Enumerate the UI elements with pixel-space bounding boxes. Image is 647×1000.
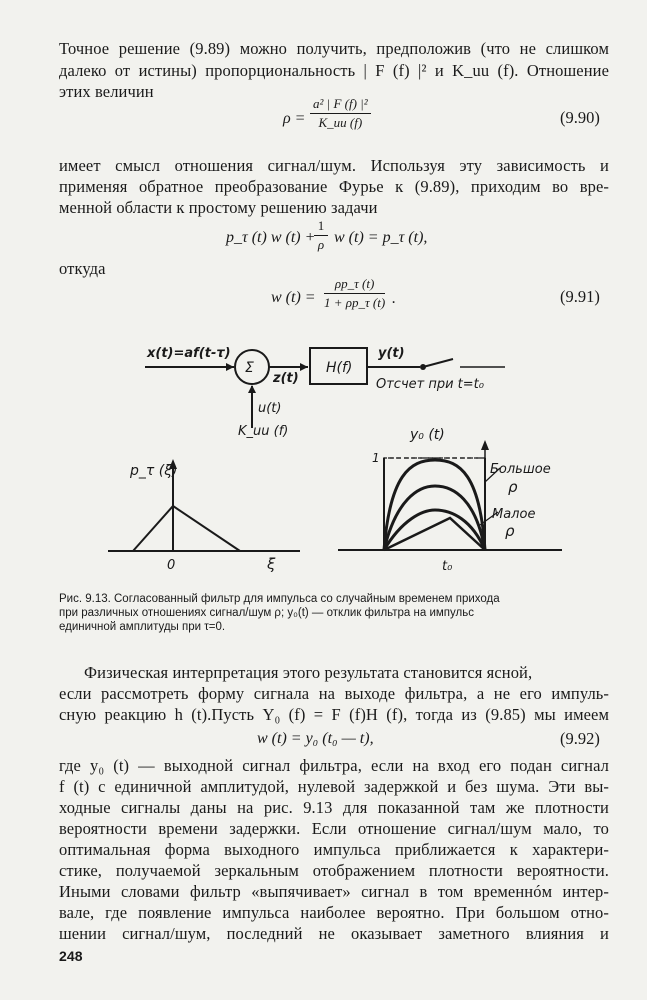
small-snr-rho: ρ xyxy=(505,522,515,540)
one-label: 1 xyxy=(372,451,380,465)
eq-body: w (t) = y₀ (t₀ — t), xyxy=(257,730,374,747)
density-plot xyxy=(100,445,310,575)
eq-denominator: ρ xyxy=(317,237,325,252)
text-line: где y₀ (t) — выходной сигнал фильтра, если на вход его подан сигнал xyxy=(59,756,609,775)
origin-tick: 0 xyxy=(167,558,176,573)
caption-line: Рис. 9.13. Согласованный фильтр для импульса со случайным временем прихода xyxy=(59,593,500,605)
text-line: оптимальная форма выходного импульса приближается к характери- xyxy=(59,840,609,859)
arrow-head-icon xyxy=(481,440,489,450)
arrow-head-icon xyxy=(300,363,308,371)
input-label: x(t)=af(t-τ) xyxy=(147,346,231,361)
big-snr-label: Большое xyxy=(490,462,551,477)
y-label: y(t) xyxy=(378,346,405,361)
eq-lhs: ρ = xyxy=(283,110,306,127)
caption-line: при различных отношениях сигнал/шум ρ; y₀(t) — отклик фильтра на импульс xyxy=(59,607,474,619)
eq-denominator: K_uu (f) xyxy=(318,115,363,130)
sample-label: Отсчет при t=t₀ xyxy=(376,377,484,392)
text-line: вероятности времени задержки. Если отношение сигнал/шум мало, то xyxy=(59,819,609,838)
text-line: Физическая интерпретация этого результата становится ясной, xyxy=(84,663,533,682)
arrow-head-icon xyxy=(226,363,234,371)
text-line: f (t) с единичной амплитудой, нулевой задержкой и без шума. Эти вы- xyxy=(59,777,609,796)
eq-numerator: a² | F (f) |² xyxy=(310,96,371,114)
eq-tag: (9.92) xyxy=(560,729,600,748)
text-otkuda: откуда xyxy=(59,259,106,278)
text-line: менной области к простому решению задачи xyxy=(59,198,378,217)
text-line: имеет смысл отношения сигнал/шум. Используя эту зависимость и xyxy=(59,156,609,175)
text-line: сную реакцию h (t).Пусть Y₀ (f) = F (f)H (f), тогда из (9.85) мы имеем xyxy=(59,705,609,724)
x-label: t₀ xyxy=(442,559,453,574)
eq-numerator: 1 xyxy=(314,218,328,236)
k-label: K_uu (f) xyxy=(238,424,289,439)
noise-label: u(t) xyxy=(258,401,282,416)
text-line: этих величин xyxy=(59,82,154,101)
text-line: стике, получаемой зеркальным отображением плотности вероятности. xyxy=(59,861,609,880)
eq-fraction xyxy=(324,276,385,311)
text-line: если рассмотреть форму сигнала на выходе фильтра, а не его импуль- xyxy=(59,684,609,703)
eq-numerator: ρp_τ (t) xyxy=(324,276,385,294)
text-line: ходные сигналы даны на рис. 9.13 для показанной там же плотности xyxy=(59,798,609,817)
x-label: ξ xyxy=(267,555,276,573)
text-line: Точное решение (9.89) можно получить, предположив (что не слишком xyxy=(59,39,609,58)
eq-fraction xyxy=(310,96,371,131)
text-line: Иными словами фильтр «выпячивает» сигнал в том временнóм интер- xyxy=(59,882,609,901)
density-curve xyxy=(133,506,240,551)
response-plot xyxy=(330,420,570,580)
page-number: 248 xyxy=(59,948,83,964)
y-label: y₀ (t) xyxy=(410,427,445,443)
big-snr-rho: ρ xyxy=(508,478,518,496)
eq-fraction xyxy=(314,218,328,253)
curve-small-snr xyxy=(384,518,485,550)
y-label: p_τ (ξ) xyxy=(130,463,178,479)
text-line: применяя обратное преобразование Фурье к (9.89), приходим во вре- xyxy=(59,177,609,196)
arrow-head-icon xyxy=(248,385,256,393)
switch-arm xyxy=(423,359,453,367)
text-line: далеко от истины) пропорциональность | F (f) |² и K_uu (f). Отношение xyxy=(59,61,609,80)
eq-right: w (t) = p_τ (t), xyxy=(334,229,428,246)
eq-tail: . xyxy=(392,290,396,307)
eq-left: p_τ (t) w (t) + xyxy=(226,229,316,246)
text-line: шении сигнал/шум, последний не оказывает заметного влияния и xyxy=(59,924,609,943)
eq-tag: (9.90) xyxy=(560,108,600,127)
curve-medium-snr xyxy=(384,486,485,550)
z-label: z(t) xyxy=(273,371,299,386)
sum-symbol: Σ xyxy=(245,360,254,376)
small-snr-label: Малое xyxy=(492,507,536,522)
eq-lhs: w (t) = xyxy=(271,289,316,306)
text-line: вале, где появление импульса наиболее вероятно. При большом отно- xyxy=(59,903,609,922)
caption-line: единичной амплитуды при τ=0. xyxy=(59,621,226,633)
filter-label: H(f) xyxy=(326,360,353,376)
eq-tag: (9.91) xyxy=(560,287,600,306)
eq-denominator: 1 + ρp_τ (t) xyxy=(324,295,386,310)
